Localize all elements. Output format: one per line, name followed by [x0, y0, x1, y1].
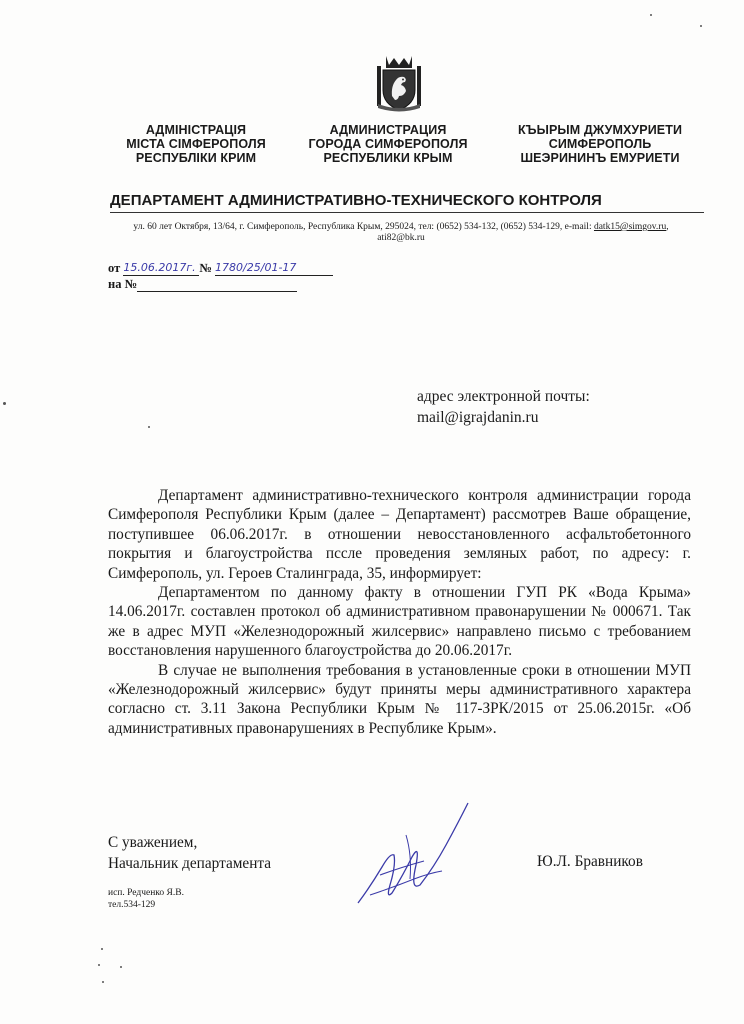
scan-speck — [120, 966, 122, 968]
scan-speck — [650, 14, 652, 16]
header-ua-line-2: МІСТА СІМФЕРОПОЛЯ — [126, 137, 266, 151]
recipient-label: адрес электронной почты: — [417, 388, 590, 405]
address-email-1[interactable]: datk15@simgov.ru — [593, 222, 667, 232]
recipient-block — [417, 386, 590, 428]
signer-position: Начальник департамента — [108, 855, 272, 872]
paragraph-2: Департаментом по данному факту в отношении ГУП РК «Вода Крыма» 14.06.2017г. составлен протокол об административном правонарушении № 000671. Так же в адрес МУП «Железнодорожный жилсервис» направлено письмо с требованием восстановления нарушенного благоустройства до 20.06.2017г. — [108, 584, 691, 660]
paragraph-1: Департамент административно-технического контроля администрации города Симферополя Республики Крым (далее – Департамент) рассмотрев Ваше обращение, поступившее 06.06.2017г. в отношении невосстановленного асфальтобетонного покрытия и благоустройства пссле проведения земляных работ, по адресу: г. Симферополь, ул. Героев Сталинграда, 35, информирует: — [108, 487, 691, 582]
header-ru-line-1: АДМИНИСТРАЦИЯ — [329, 123, 447, 137]
number-field — [215, 260, 333, 276]
header-crimean-tatar — [500, 123, 700, 165]
scan-speck — [3, 402, 6, 405]
department-title: ДЕПАРТАМЕНТ АДМИНИСТРАТИВНО-ТЕХНИЧЕСКОГО КОНТРОЛЯ — [110, 192, 602, 209]
scan-speck — [98, 964, 100, 966]
handwritten-signature — [350, 795, 480, 915]
signer-name: Ю.Л. Бравников — [537, 853, 643, 870]
reply-reference-line — [108, 276, 297, 292]
address-email-2[interactable]: ati82@bk.ru — [377, 233, 425, 243]
reply-field — [137, 276, 297, 292]
address-text: ул. 60 лет Октября, 13/64, г. Симферополь, Республика Крым, 295024, тел: (0652) 534-132, (0652) 534-129, e-mail: — [133, 222, 594, 232]
crimea-coat-of-arms-icon — [374, 52, 424, 112]
reference-line — [108, 260, 333, 276]
executor-name: исп. Редченко Я.В. — [108, 888, 184, 898]
from-label: от — [108, 261, 121, 275]
scan-speck — [101, 948, 103, 950]
header-ukrainian — [116, 123, 276, 165]
executor-phone: тел.534-129 — [108, 900, 156, 910]
scan-speck — [148, 426, 150, 428]
letter-body — [108, 486, 691, 738]
header-ct-line-2: СИМФЕРОПОЛЬ — [548, 137, 652, 151]
handwritten-date: 15.06.2017г. — [123, 261, 196, 274]
header-ua-line-1: АДМІНІСТРАЦІЯ — [145, 123, 247, 137]
closing-regards: С уважением, — [108, 834, 198, 851]
header-ct-line-1: КЪЫРЫМ ДЖУМХУРИЕТИ — [517, 123, 683, 137]
recipient-email: mail@igrajdanin.ru — [417, 409, 539, 426]
paragraph-3: В случае не выполнения требования в установленные сроки в отношении МУП «Железнодорожный жилсервис» будут приняты меры административного характера согласно ст. 3.11 Закона Республики Крым № 117-ЗРК/2015 от 25.06.2015г. «Об административных правонарушениях в Республике Крым». — [108, 661, 691, 737]
header-ru-line-3: РЕСПУБЛИКИ КРЫМ — [323, 151, 453, 165]
number-label: № — [199, 261, 212, 275]
header-russian — [296, 123, 480, 165]
date-field — [123, 260, 199, 276]
header-ct-line-3: ШЕЭРИНИНЪ ЕМУРИЕТИ — [520, 151, 680, 165]
scan-speck — [700, 25, 702, 27]
handwritten-number: 1780/25/01-17 — [215, 261, 297, 274]
executor-info — [108, 887, 184, 911]
header-ua-line-3: РЕСПУБЛІКИ КРИМ — [135, 151, 257, 165]
department-address: ул. 60 лет Октября, 13/64, г. Симферополь, Республика Крым, 295024, тел: (0652) 534-132, (0652) 534-129, e-mail: datk15@simgov.ru, ati82@bk.ru — [133, 222, 669, 243]
closing-block — [108, 832, 271, 874]
reply-label: на № — [108, 277, 138, 291]
header-divider — [110, 212, 704, 213]
scan-speck — [102, 981, 104, 983]
header-ru-line-2: ГОРОДА СИМФЕРОПОЛЯ — [308, 137, 468, 151]
